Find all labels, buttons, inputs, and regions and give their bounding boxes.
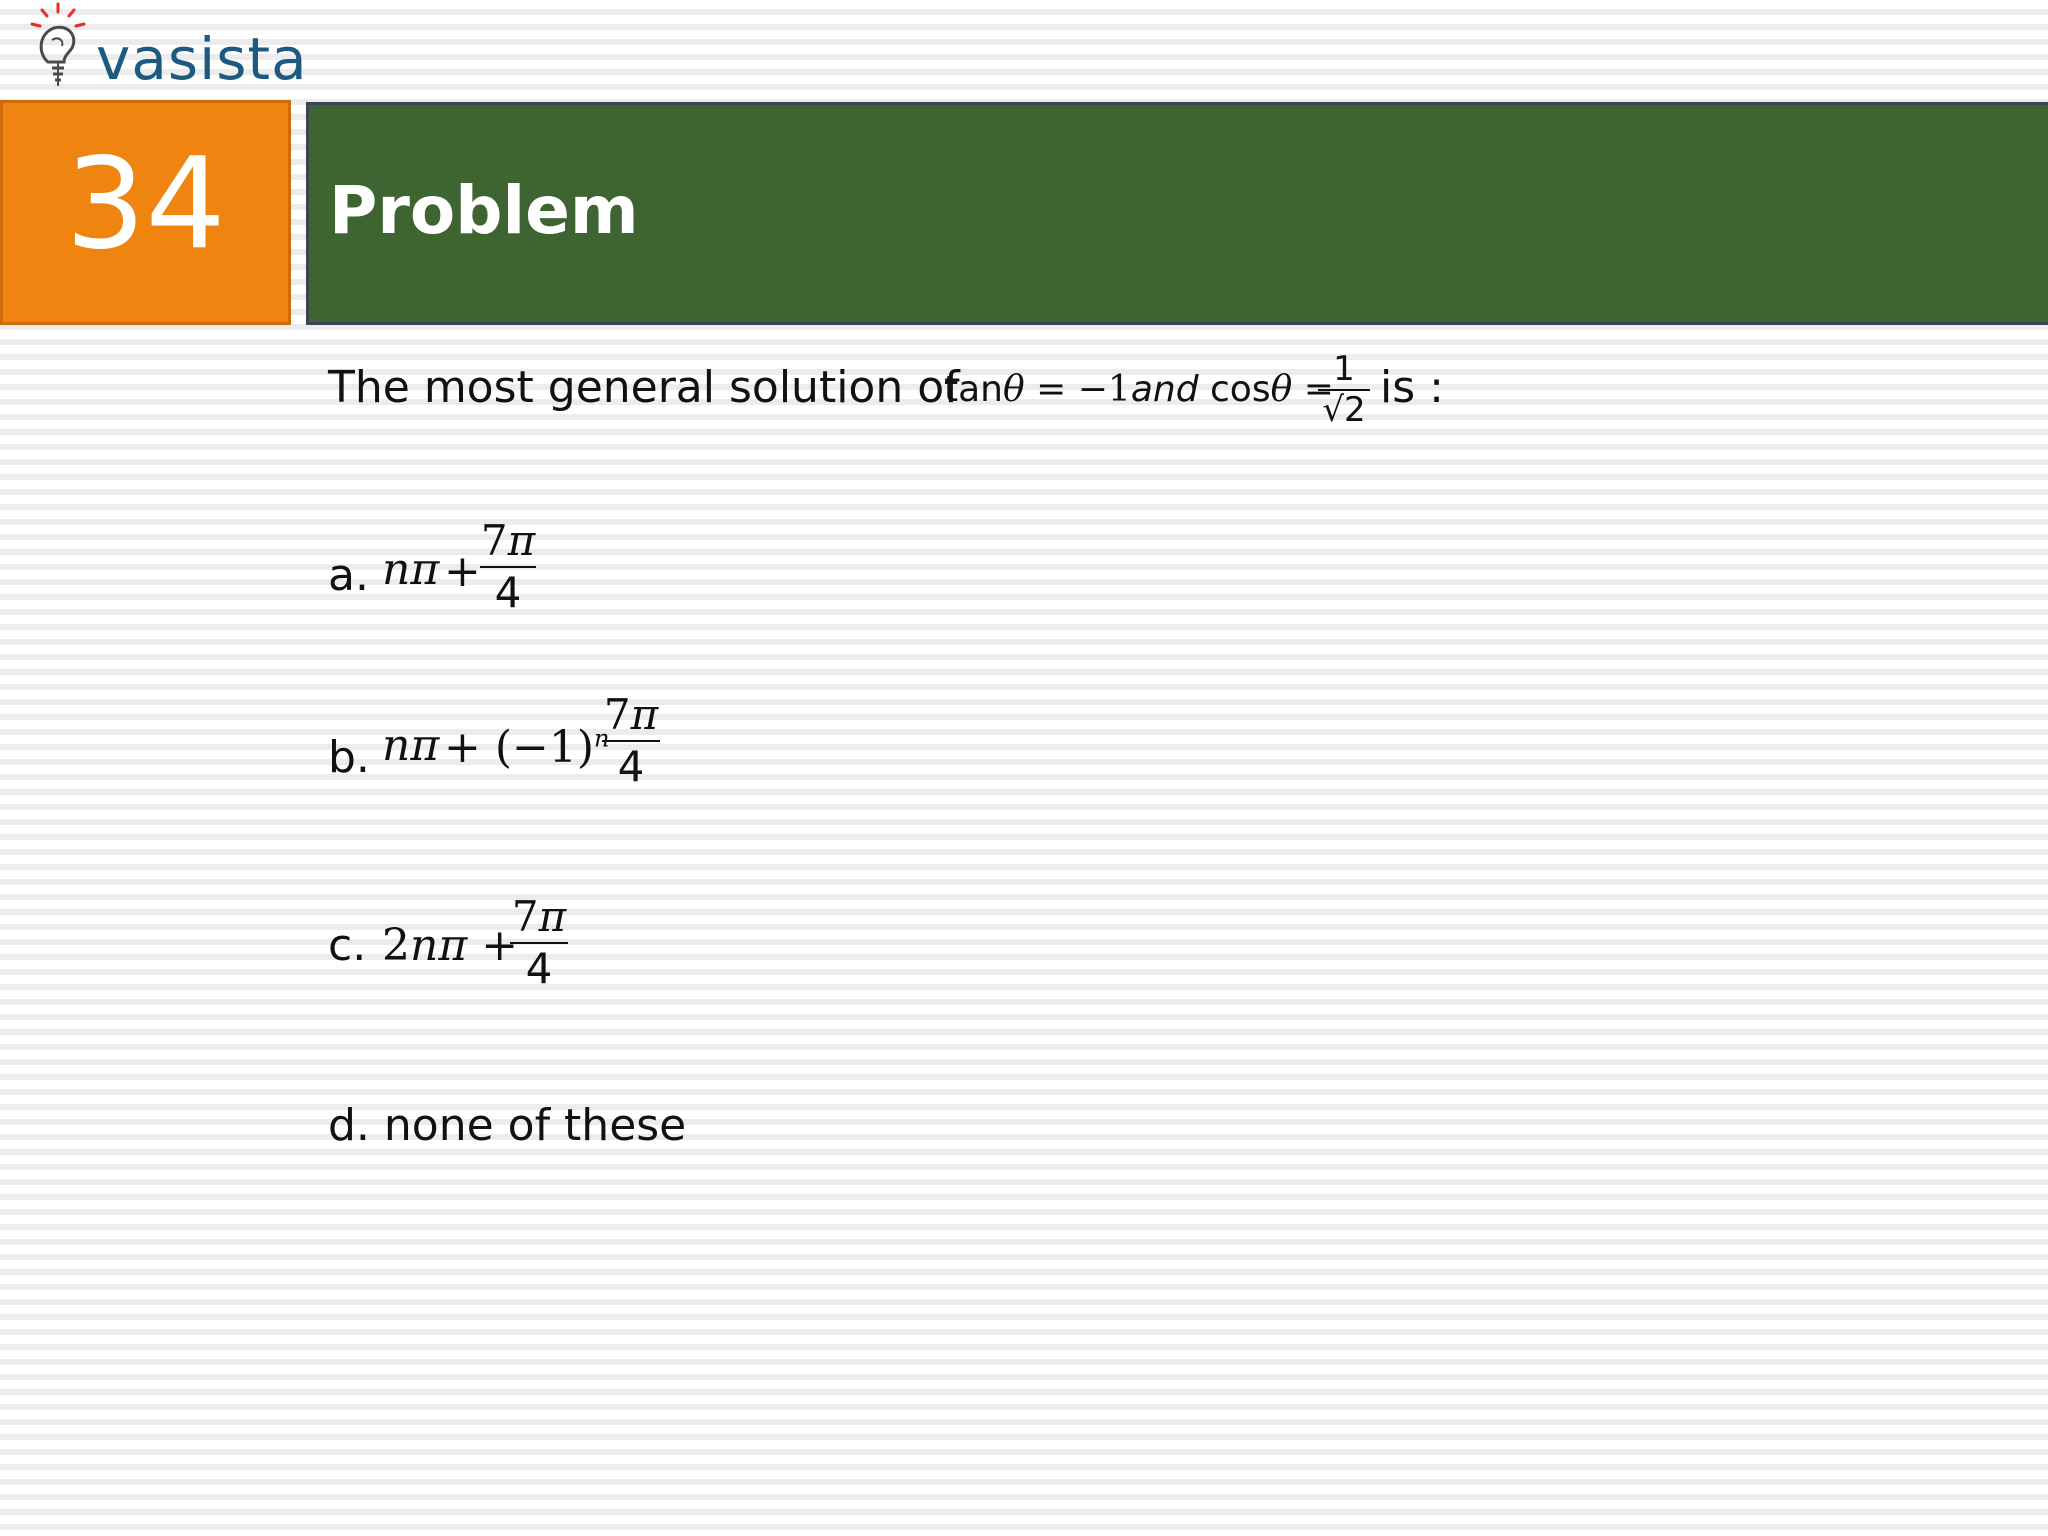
slide-number-box bbox=[0, 100, 291, 325]
question-equation: tanθ = −1and cosθ = bbox=[944, 369, 1334, 410]
logo-text: vasista bbox=[96, 25, 308, 93]
option-b-power: + $(-1)^n$ bbox=[444, 722, 610, 773]
option-d-label: d. none of these bbox=[328, 1100, 687, 1151]
option-a-fraction: $\frac{7\pi}{4}$ bbox=[480, 516, 536, 617]
option-c-label: c. bbox=[328, 920, 367, 971]
lightbulb-icon bbox=[18, 0, 98, 100]
option-b-label: b. bbox=[328, 732, 370, 783]
option-b-expression: nπ bbox=[382, 720, 440, 771]
title-bar bbox=[306, 102, 2048, 325]
option-a-expression: nπ bbox=[382, 544, 440, 595]
option-b-fraction: $\frac{7\pi}{4}$ bbox=[603, 690, 659, 791]
option-c-fraction: $\frac{7\pi}{4}$ bbox=[511, 892, 567, 993]
slide-number: 34 bbox=[65, 130, 226, 277]
option-a-plus: + bbox=[444, 546, 481, 597]
question-fraction: $\frac{1}{√2}$ bbox=[1318, 352, 1370, 427]
question-prefix: The most general solution of bbox=[328, 362, 960, 413]
logo bbox=[18, 0, 308, 100]
option-a-label: a. bbox=[328, 550, 369, 601]
option-c-expression: 2nπ + bbox=[382, 920, 519, 971]
slide-title: Problem bbox=[329, 172, 639, 249]
question-suffix: is : bbox=[1380, 362, 1444, 413]
